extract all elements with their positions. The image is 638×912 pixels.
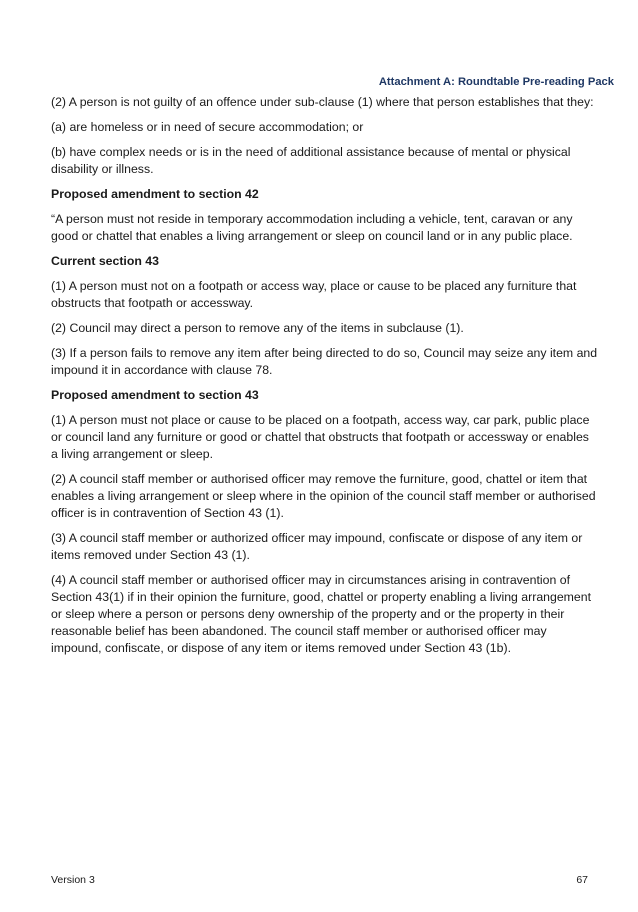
paragraph-subclause-2-exception: (2) A person is not guilty of an offence under sub-clause (1) where that person establishes that they:	[51, 95, 594, 109]
paragraph-proposed-43-2: (2) A council staff member or authorised officer may remove the furniture, good, chattel or item that enables a living arrangement or sleep where in the opinion of the council staff member or authorised officer is in contravention of Section 43 (1).	[51, 472, 596, 520]
heading-current-section-43: Current section 43	[51, 254, 159, 268]
paragraph-proposed-43-1: (1) A person must not place or cause to be placed on a footpath, access way, car park, public place or council land any furniture or good or chattel that obstructs that footpath or accessway or enables a living arrangement or sleep.	[51, 413, 590, 461]
paragraph-proposed-42: “A person must not reside in temporary accommodation including a vehicle, tent, caravan or any good or chattel that enables a living arrangement or sleep on council land or in any public place.	[51, 212, 573, 243]
heading-proposed-section-43: Proposed amendment to section 43	[51, 388, 259, 402]
paragraph-proposed-43-4: (4) A council staff member or authorised officer may in circumstances arising in contravention of Section 43(1) if in their opinion the furniture, good, chattel or property enabling a living arrangement or sleep where a person or persons deny ownership of the property and or the property in their reasonable belief has been abandoned. The council staff member or authorised officer may impound, confiscate, or dispose of any item or items removed under Section 43 (1b).	[51, 573, 592, 655]
footer-version: Version 3	[51, 874, 95, 886]
paragraph-current-43-3: (3) If a person fails to remove any item after being directed to do so, Council may seize any item and impound it in accordance with clause 78.	[51, 346, 598, 377]
document-body	[51, 94, 599, 665]
paragraph-item-a: (a) are homeless or in need of secure accommodation; or	[51, 120, 364, 134]
paragraph-proposed-43-3: (3) A council staff member or authorized officer may impound, confiscate or dispose of any item or items removed under Section 43 (1).	[51, 531, 583, 562]
footer-page-number: 67	[576, 874, 588, 886]
heading-proposed-section-42: Proposed amendment to section 42	[51, 187, 259, 201]
paragraph-current-43-2: (2) Council may direct a person to remove any of the items in subclause (1).	[51, 321, 464, 335]
paragraph-item-b: (b) have complex needs or is in the need of additional assistance because of mental or physical disability or illness.	[51, 145, 571, 176]
page-header-title: Attachment A: Roundtable Pre-reading Pack	[378, 76, 614, 88]
paragraph-current-43-1: (1) A person must not on a footpath or access way, place or cause to be placed any furniture that obstructs that footpath or accessway.	[51, 279, 577, 310]
